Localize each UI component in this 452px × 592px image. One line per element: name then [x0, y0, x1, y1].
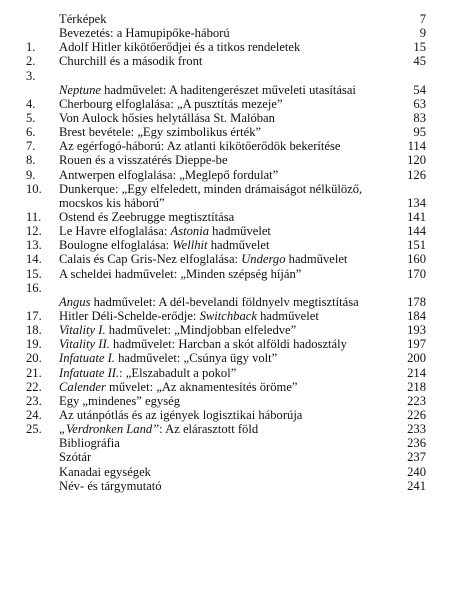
page-number: 214 [407, 365, 426, 380]
chapter-title-text: Bevezetés: a Hamupipőke-háború [59, 26, 230, 41]
chapter-title-text: Calais és Cap Gris-Nez elfoglalása: [59, 252, 242, 267]
page-number: 170 [407, 266, 426, 281]
chapter-title [51, 54, 386, 68]
chapter-title [22, 465, 386, 479]
chapter-title-italic: Angus [59, 294, 91, 309]
toc-entry [22, 111, 426, 125]
toc-entry [22, 323, 426, 337]
chapter-title-text: hadművelet: Harcban a skót alföldi hadosztály [109, 337, 347, 352]
chapter-number: 11. [26, 209, 42, 224]
chapter-title [51, 309, 386, 323]
chapter-title-italic: Undergo [241, 252, 286, 267]
toc-entry [22, 69, 426, 97]
toc-entry [22, 97, 426, 111]
chapter-title-text: Térképek [59, 11, 107, 26]
chapter-title-text: Hitler Déli-Schelde-erődje: [59, 308, 200, 323]
chapter-number: 6. [26, 125, 36, 140]
page-number: 134 [407, 195, 426, 210]
toc-entry [22, 210, 426, 224]
chapter-number: 21. [26, 365, 42, 380]
chapter-title [51, 351, 386, 365]
chapter-title-text: hadművelet: „Csúnya ügy volt” [114, 351, 278, 366]
chapter-title-text: hadművelet [256, 308, 319, 323]
toc-entry [22, 394, 426, 408]
page-number: 184 [407, 308, 426, 323]
page-number: 193 [407, 323, 426, 338]
toc-entry [22, 26, 426, 40]
table-of-contents [22, 12, 426, 493]
chapter-title-text: Cherbourg elfoglalása: „A pusztítás mezeje” [59, 96, 283, 111]
chapter-number: 2. [26, 54, 36, 69]
chapter-title-text: Von Aulock hősies helytállása St. Malóban [59, 110, 275, 125]
toc-entry [22, 380, 426, 394]
chapter-title [51, 252, 386, 266]
chapter-title-text: Szótár [59, 450, 92, 465]
page-number: 160 [407, 252, 426, 267]
chapter-number: 4. [26, 96, 36, 111]
chapter-title-text: : „Elszabadult a pokol” [119, 365, 237, 380]
page-number: 233 [407, 422, 426, 437]
page-number: 114 [407, 139, 426, 154]
chapter-title [51, 210, 386, 224]
page-number: 240 [407, 464, 426, 479]
chapter-number: 15. [26, 266, 42, 281]
page-number: 218 [407, 379, 426, 394]
page-number: 178 [407, 294, 426, 309]
page-number: 54 [413, 82, 426, 97]
page-number: 200 [407, 351, 426, 366]
chapter-title-text: Ostend és Zeebrugge megtisztítása [59, 209, 235, 224]
chapter-title-italic: Astonia [170, 224, 210, 239]
chapter-title [22, 436, 386, 450]
toc-entry [22, 479, 426, 493]
chapter-title [51, 408, 386, 422]
chapter-title [22, 450, 386, 464]
chapter-title [51, 139, 386, 153]
chapter-number: 10. [26, 181, 42, 196]
page-number: 63 [413, 96, 426, 111]
page-number: 237 [407, 450, 426, 465]
chapter-title-text: Adolf Hitler kikötőerődjei és a titkos rendeletek [59, 40, 301, 55]
chapter-title-text: hadművelet [209, 224, 271, 239]
chapter-title [51, 238, 386, 252]
toc-entry [22, 408, 426, 422]
chapter-title-italic: Infatuate II. [59, 365, 120, 380]
chapter-title [51, 182, 386, 210]
chapter-title-text: Az utánpótlás és az igények logisztikai háborúja [59, 407, 303, 422]
toc-entry [22, 422, 426, 436]
page-number: 83 [413, 110, 426, 125]
toc-entry [22, 224, 426, 238]
chapter-number: 23. [26, 393, 42, 408]
chapter-number: 8. [26, 153, 36, 168]
chapter-title [51, 224, 386, 238]
chapter-number: 16. [26, 280, 42, 295]
chapter-title-text: hadművelet: A dél-bevelandi földnyelv megtisztítása [90, 294, 359, 309]
page-number: 120 [407, 153, 426, 168]
chapter-title [51, 295, 386, 309]
chapter-title [51, 125, 386, 139]
chapter-title [22, 26, 386, 40]
chapter-title-text: Az egérfogó-háború: Az atlanti kikötőerődök bekerítése [59, 139, 341, 154]
toc-entry [22, 309, 426, 323]
chapter-title-text: Egy „mindenes” egység [59, 393, 180, 408]
chapter-title-text: A scheldei hadművelet: „Minden szépség híján” [59, 266, 302, 281]
toc-entry [22, 436, 426, 450]
chapter-title-text: Dunkerque: „Egy elfeledett, minden drámaiságot nélkülöző, mocskos kis háború” [59, 181, 363, 210]
page-number: 141 [407, 209, 426, 224]
chapter-title [51, 168, 386, 182]
chapter-title [51, 323, 386, 337]
page-number: 9 [419, 26, 426, 41]
chapter-title-text: Antwerpen elfoglalása: „Meglepő fordulat” [59, 167, 279, 182]
chapter-title-text: hadművelet: A haditengerészet műveleti utasításai [100, 82, 356, 97]
chapter-number: 22. [26, 379, 42, 394]
chapter-title-text: Bibliográfia [59, 436, 120, 451]
toc-entry [22, 54, 426, 68]
chapter-title [51, 337, 386, 351]
chapter-title-italic: „Verdronken Land” [59, 422, 160, 437]
page-number: 7 [419, 11, 426, 26]
chapter-title [51, 40, 386, 54]
toc-entry [22, 450, 426, 464]
chapter-title [51, 111, 386, 125]
chapter-title [51, 380, 386, 394]
chapter-title-text: Le Havre elfoglalása: [59, 224, 171, 239]
page-number: 126 [407, 167, 426, 182]
chapter-number: 20. [26, 351, 42, 366]
toc-entry [22, 125, 426, 139]
chapter-title [51, 366, 386, 380]
chapter-title-text: : Az elárasztott föld [159, 422, 259, 437]
toc-entry [22, 153, 426, 167]
chapter-number: 5. [26, 110, 36, 125]
toc-entry [22, 281, 426, 309]
page-number: 144 [407, 224, 426, 239]
toc-entry [22, 182, 426, 210]
chapter-number: 24. [26, 407, 42, 422]
chapter-title-text: Kanadai egységek [59, 464, 151, 479]
page-number: 151 [407, 238, 426, 253]
page-number: 223 [407, 393, 426, 408]
chapter-title-italic: Vitality II. [59, 337, 110, 352]
chapter-number: 1. [26, 40, 36, 55]
chapter-number: 19. [26, 337, 42, 352]
chapter-title [51, 422, 386, 436]
chapter-title [22, 479, 386, 493]
page-number: 226 [407, 407, 426, 422]
chapter-number: 12. [26, 224, 42, 239]
toc-entry [22, 252, 426, 266]
toc-entry [22, 139, 426, 153]
chapter-title-text: Név- és tárgymutató [59, 478, 162, 493]
page-number: 241 [407, 478, 426, 493]
chapter-number: 14. [26, 252, 42, 267]
chapter-number: 18. [26, 323, 42, 338]
chapter-number: 9. [26, 167, 36, 182]
chapter-title-italic: Vitality I. [59, 323, 106, 338]
chapter-title [51, 83, 386, 97]
chapter-title-text: Churchill és a második front [59, 54, 203, 69]
chapter-title [22, 12, 386, 26]
chapter-title-italic: Calender [59, 379, 106, 394]
page-number: 45 [413, 54, 426, 69]
chapter-number: 25. [26, 422, 42, 437]
toc-entry [22, 168, 426, 182]
chapter-title-text: Brest bevétele: „Egy szimbolikus érték” [59, 125, 262, 140]
toc-entry [22, 465, 426, 479]
toc-entry [22, 238, 426, 252]
toc-entry [22, 267, 426, 281]
chapter-title [51, 394, 386, 408]
chapter-title-italic: Infatuate I. [59, 351, 115, 366]
toc-entry [22, 351, 426, 365]
chapter-number: 17. [26, 308, 42, 323]
page-number: 95 [413, 125, 426, 140]
page-number: 15 [413, 40, 426, 55]
toc-entry [22, 40, 426, 54]
chapter-title-italic: Neptune [59, 82, 101, 97]
chapter-title-italic: Switchback [199, 308, 257, 323]
chapter-number: 3. [26, 68, 36, 83]
page-number: 197 [407, 337, 426, 352]
toc-entry [22, 337, 426, 351]
chapter-title-text: hadművelet [207, 238, 270, 253]
chapter-title-text: művelet: „Az aknamentesítés öröme” [105, 379, 298, 394]
chapter-title-text: hadművelet: „Mindjobban elfeledve” [105, 323, 297, 338]
chapter-number: 13. [26, 238, 42, 253]
chapter-title-text: hadművelet [285, 252, 348, 267]
chapter-number: 7. [26, 139, 36, 154]
chapter-title-italic: Wellhit [172, 238, 208, 253]
page-number: 236 [407, 436, 426, 451]
chapter-title [51, 97, 386, 111]
chapter-title [51, 153, 386, 167]
chapter-title-text: Rouen és a visszatérés Dieppe-be [59, 153, 228, 168]
chapter-title-text: Boulogne elfoglalása: [59, 238, 173, 253]
toc-entry [22, 366, 426, 380]
toc-entry [22, 12, 426, 26]
chapter-title [51, 267, 386, 281]
